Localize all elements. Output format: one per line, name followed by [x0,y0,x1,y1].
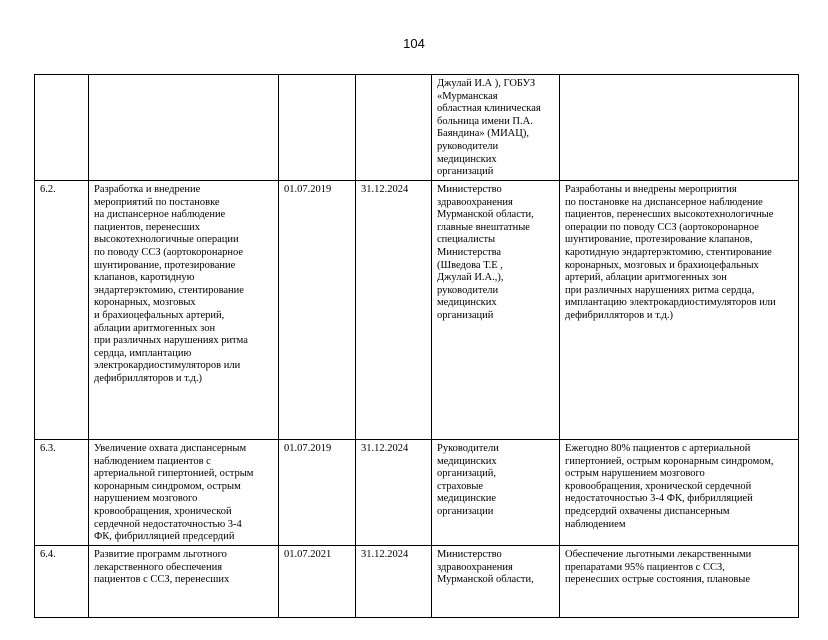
table-row [35,440,799,546]
cell-end-date: 31.12.2024 [356,546,432,618]
cell-measure-name: Разработка и внедрение мероприятий по постановке на диспансерное наблюдение пациентов, перенесших высокотехнологичные операции по поводу ССЗ (аортокоронарное шунтирование, протезирование клапанов, каротидную эндартерэктомию, стентирование коронарных, мозговых и брахиоцефальных артерий, аблации аритмогенных зон при различных нарушениях ритма сердца, имплантацию электрокардиостимуляторов или дефибрилляторов и т.д.) [89,181,279,440]
cell-number: 6.3. [35,440,89,546]
cell-measure-name: Развитие программ льготного лекарственного обеспечения пациентов с ССЗ, перенесших [89,546,279,618]
cell-result: Разработаны и внедрены мероприятия по постановке на диспансерное наблюдение пациентов, перенесших высокотехнологичные операции по поводу ССЗ (аортокоронарное шунтирование, протезирование клапанов, каротидную эндартерэктомию, стентирование коронарных, мозговых и брахиоцефальных артерий, аблации аритмогенных зон при различных нарушениях ритма сердца, имплантацию электрокардиостимуляторов или дефибрилляторов и т.д.) [560,181,799,440]
cell-start-date: 01.07.2019 [279,181,356,440]
table-row [35,75,799,181]
cell-start-date: 01.07.2021 [279,546,356,618]
cell-start-date: 01.07.2019 [279,440,356,546]
cell-end-date: 31.12.2024 [356,440,432,546]
measures-table [34,74,799,618]
cell-end-date [356,75,432,181]
cell-number: 6.2. [35,181,89,440]
cell-start-date [279,75,356,181]
cell-responsible: Джулай И.А ), ГОБУЗ «Мурманская областная клиническая больница имени П.А. Баяндина» (МИАЦ), руководители медицинских организаций [432,75,560,181]
cell-result: Ежегодно 80% пациентов с артериальной гипертонией, острым коронарным синдромом, острым нарушением мозгового кровообращения, хронической сердечной недостаточностью 3-4 ФК, фибрилляцией предсердий охвачены диспансерным наблюдением [560,440,799,546]
cell-responsible: Министерство здравоохранения Мурманской области, главные внештатные специалисты Министерства (Шведова Т.Е , Джулай И.А.,), руководители медицинских организаций [432,181,560,440]
page-number: 104 [403,36,425,51]
cell-responsible: Руководители медицинских организаций, страховые медицинские организации [432,440,560,546]
table-row [35,181,799,440]
cell-measure-name [89,75,279,181]
table-row [35,546,799,618]
cell-result [560,75,799,181]
cell-measure-name: Увеличение охвата диспансерным наблюдением пациентов с артериальной гипертонией, острым коронарным синдромом, острым нарушением мозгового кровообращения, хронической сердечной недостаточностью 3-4 ФК, фибрилляцией предсердий [89,440,279,546]
cell-number [35,75,89,181]
page-bottom-margin [0,618,828,640]
cell-responsible: Министерство здравоохранения Мурманской области, [432,546,560,618]
cell-end-date: 31.12.2024 [356,181,432,440]
cell-number: 6.4. [35,546,89,618]
cell-result: Обеспечение льготными лекарственными препаратами 95% пациентов с ССЗ, перенесших острые состояния, плановые [560,546,799,618]
